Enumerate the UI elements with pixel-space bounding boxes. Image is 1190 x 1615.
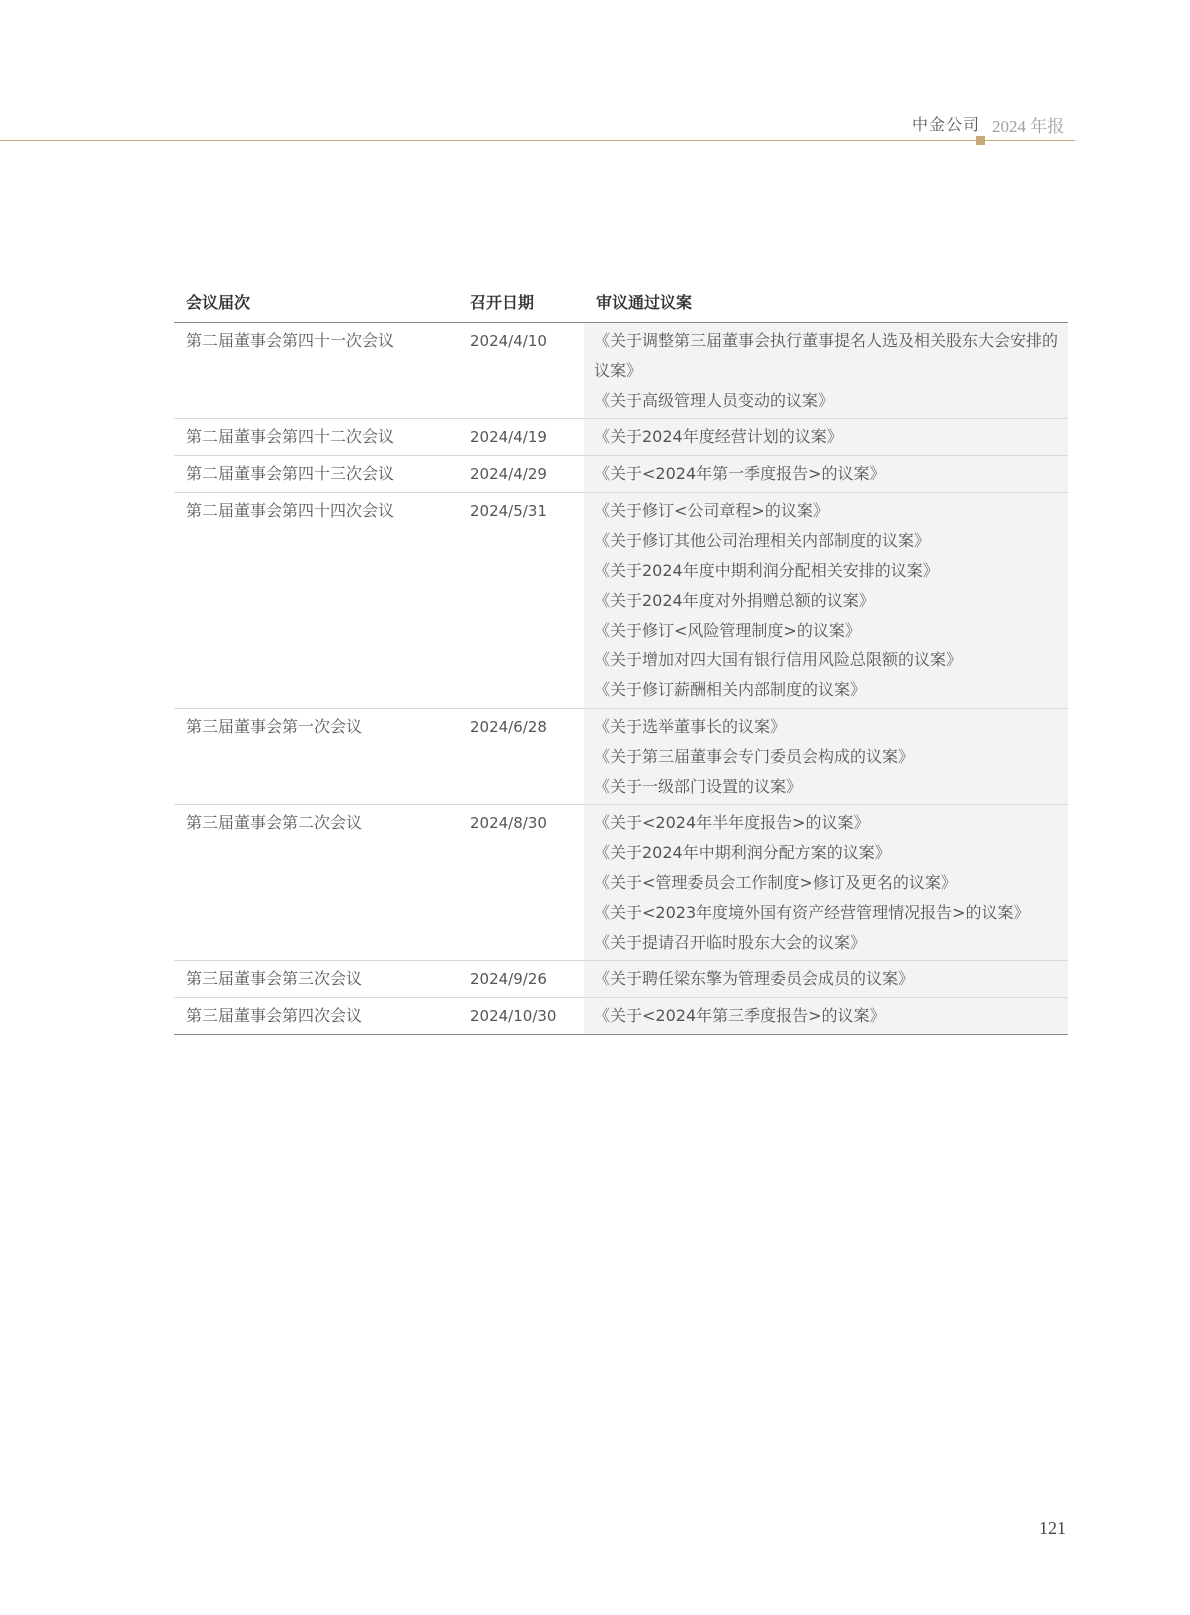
- table-row: [174, 323, 1068, 419]
- header-rule: [0, 140, 1075, 141]
- table-row: [174, 998, 1068, 1035]
- table-row: [174, 493, 1068, 709]
- motions-cell: [584, 493, 1068, 708]
- meeting-cell: 第三届董事会第一次会议: [186, 716, 363, 736]
- header-report-title: 2024 年报: [992, 117, 1065, 136]
- motion-item: 《关于<2024年第一季度报告>的议案》: [594, 464, 886, 484]
- motions-cell: [584, 323, 1068, 418]
- column-header-meeting: 会议届次: [186, 292, 251, 312]
- motion-item: 《关于增加对四大国有银行信用风险总限额的议案》: [594, 650, 963, 670]
- board-meetings-table: [174, 280, 1068, 1035]
- date-cell: 2024/4/29: [470, 465, 547, 484]
- date-cell: 2024/10/30: [470, 1007, 557, 1026]
- date-cell: 2024/9/26: [470, 970, 547, 989]
- date-cell: 2024/5/31: [470, 502, 547, 521]
- motions-cell: [584, 961, 1068, 997]
- table-row: [174, 419, 1068, 456]
- column-header-date: 召开日期: [470, 292, 535, 312]
- meeting-cell: 第二届董事会第四十三次会议: [186, 464, 395, 484]
- meeting-cell: 第二届董事会第四十二次会议: [186, 427, 395, 447]
- motion-item: 《关于修订薪酬相关内部制度的议案》: [594, 680, 867, 700]
- table-header: [174, 280, 1068, 323]
- motion-item: 《关于高级管理人员变动的议案》: [594, 390, 835, 410]
- motion-item: 《关于修订<风险管理制度>的议案》: [594, 620, 861, 640]
- motions-cell: [584, 456, 1068, 492]
- motion-item: 《关于<2024年第三季度报告>的议案》: [594, 1006, 886, 1026]
- header-company: 中金公司: [912, 115, 981, 134]
- motions-cell: [584, 419, 1068, 455]
- motion-item: 《关于2024年度对外捐赠总额的议案》: [594, 590, 875, 610]
- meeting-cell: 第二届董事会第四十四次会议: [186, 501, 395, 521]
- motion-item: 《关于2024年中期利润分配方案的议案》: [594, 843, 891, 863]
- table-row: [174, 709, 1068, 805]
- motions-cell: [584, 709, 1068, 804]
- motion-item: 《关于2024年度中期利润分配相关安排的议案》: [594, 560, 939, 580]
- motions-cell: [584, 998, 1068, 1034]
- motion-item: 《关于选举董事长的议案》: [594, 716, 787, 736]
- meeting-cell: 第三届董事会第二次会议: [186, 813, 363, 833]
- motion-item: 《关于修订其他公司治理相关内部制度的议案》: [594, 531, 931, 551]
- column-header-motions: 审议通过议案: [596, 292, 693, 312]
- meeting-cell: 第三届董事会第三次会议: [186, 969, 363, 989]
- table-row: [174, 805, 1068, 961]
- motion-item: 《关于提请召开临时股东大会的议案》: [594, 932, 867, 952]
- motion-item: 《关于<2023年度境外国有资产经营管理情况报告>的议案》: [594, 902, 1030, 922]
- page-number: 121: [1039, 1518, 1066, 1538]
- table-row: [174, 456, 1068, 493]
- motion-item: 《关于调整第三届董事会执行董事提名人选及相关股东大会安排的议案》: [594, 331, 1059, 380]
- date-cell: 2024/4/10: [470, 332, 547, 350]
- motion-item: 《关于<管理委员会工作制度>修订及更名的议案》: [594, 872, 957, 892]
- motion-item: 《关于聘任梁东擎为管理委员会成员的议案》: [594, 969, 915, 989]
- meeting-cell: 第三届董事会第四次会议: [186, 1006, 363, 1026]
- header-accent-square: [976, 136, 985, 145]
- motion-item: 《关于第三届董事会专门委员会构成的议案》: [594, 746, 915, 766]
- motion-item: 《关于<2024年半年度报告>的议案》: [594, 813, 870, 833]
- meeting-cell: 第二届董事会第四十一次会议: [186, 331, 395, 350]
- motions-cell: [584, 805, 1068, 960]
- date-cell: 2024/4/19: [470, 428, 547, 447]
- date-cell: 2024/6/28: [470, 717, 547, 736]
- date-cell: 2024/8/30: [470, 814, 547, 833]
- motion-item: 《关于2024年度经营计划的议案》: [594, 427, 843, 447]
- motion-item: 《关于一级部门设置的议案》: [594, 776, 803, 796]
- table-row: [174, 961, 1068, 998]
- motion-item: 《关于修订<公司章程>的议案》: [594, 501, 829, 521]
